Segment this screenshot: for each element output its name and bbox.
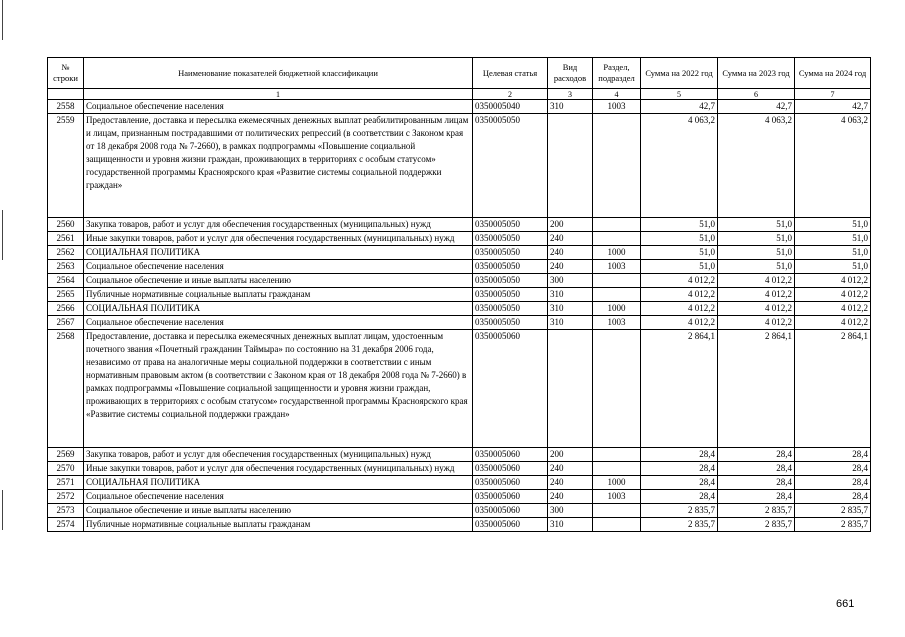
row-number-cell: 2558	[48, 100, 84, 114]
row-section-cell: 1003	[593, 260, 641, 274]
row-exp-type-cell: 200	[548, 448, 593, 462]
row-sum-2023-cell: 4 012,2	[718, 288, 795, 302]
row-sum-2024-cell: 51,0	[795, 232, 871, 246]
row-number-cell: 2565	[48, 288, 84, 302]
row-number-cell: 2569	[48, 448, 84, 462]
table-row	[48, 218, 871, 232]
row-sum-2023-cell: 2 864,1	[718, 330, 795, 448]
row-sum-2024-cell: 4 012,2	[795, 316, 871, 330]
table-row	[48, 288, 871, 302]
row-sum-2023-cell: 28,4	[718, 476, 795, 490]
row-number-cell: 2574	[48, 518, 84, 532]
page-number: 661	[836, 598, 855, 610]
header-sum-2023: Сумма на 2023 год	[718, 58, 795, 89]
column-number: 6	[718, 89, 795, 100]
row-sum-2022-cell: 4 063,2	[641, 114, 718, 218]
row-exp-type-cell: 240	[548, 232, 593, 246]
row-name-cell: Социальное обеспечение и иные выплаты населению	[84, 504, 473, 518]
row-name-cell: СОЦИАЛЬНАЯ ПОЛИТИКА	[84, 476, 473, 490]
row-sum-2024-cell: 28,4	[795, 490, 871, 504]
column-number: 5	[641, 89, 718, 100]
row-exp-type-cell: 310	[548, 518, 593, 532]
row-name-cell: Иные закупки товаров, работ и услуг для обеспечения государственных (муниципальных) нужд	[84, 462, 473, 476]
row-sum-2022-cell: 4 012,2	[641, 274, 718, 288]
row-sum-2023-cell: 2 835,7	[718, 504, 795, 518]
row-target-cell: 0350005050	[473, 232, 548, 246]
row-sum-2024-cell: 28,4	[795, 462, 871, 476]
row-sum-2022-cell: 28,4	[641, 490, 718, 504]
row-sum-2023-cell: 51,0	[718, 246, 795, 260]
row-section-cell	[593, 448, 641, 462]
row-number-cell: 2561	[48, 232, 84, 246]
row-number-cell: 2559	[48, 114, 84, 218]
row-exp-type-cell: 310	[548, 302, 593, 316]
row-sum-2023-cell: 4 012,2	[718, 302, 795, 316]
budget-table	[47, 57, 871, 532]
row-exp-type-cell: 310	[548, 316, 593, 330]
row-section-cell	[593, 114, 641, 218]
table-row	[48, 448, 871, 462]
row-sum-2022-cell: 4 012,2	[641, 302, 718, 316]
column-number: 2	[473, 89, 548, 100]
row-sum-2022-cell: 4 012,2	[641, 316, 718, 330]
header-target: Целевая статья	[473, 58, 548, 89]
row-target-cell: 0350005060	[473, 490, 548, 504]
row-section-cell: 1003	[593, 490, 641, 504]
row-number-cell: 2573	[48, 504, 84, 518]
row-sum-2022-cell: 28,4	[641, 448, 718, 462]
table-row	[48, 100, 871, 114]
row-section-cell	[593, 288, 641, 302]
row-sum-2024-cell: 4 063,2	[795, 114, 871, 218]
row-name-cell: СОЦИАЛЬНАЯ ПОЛИТИКА	[84, 302, 473, 316]
table-row	[48, 302, 871, 316]
header-section: Раздел, подраздел	[593, 58, 641, 89]
row-sum-2023-cell: 51,0	[718, 218, 795, 232]
row-target-cell: 0350005050	[473, 218, 548, 232]
row-sum-2024-cell: 42,7	[795, 100, 871, 114]
header-sum-2022: Сумма на 2022 год	[641, 58, 718, 89]
row-section-cell	[593, 232, 641, 246]
row-number-cell: 2568	[48, 330, 84, 448]
table-row	[48, 260, 871, 274]
row-number-cell: 2567	[48, 316, 84, 330]
row-sum-2023-cell: 4 012,2	[718, 274, 795, 288]
row-exp-type-cell: 300	[548, 504, 593, 518]
table-row	[48, 330, 871, 448]
row-exp-type-cell: 240	[548, 462, 593, 476]
row-sum-2024-cell: 2 864,1	[795, 330, 871, 448]
row-section-cell: 1003	[593, 100, 641, 114]
row-target-cell: 0350005060	[473, 518, 548, 532]
row-sum-2024-cell: 51,0	[795, 260, 871, 274]
table-row	[48, 490, 871, 504]
row-exp-type-cell: 240	[548, 476, 593, 490]
row-name-cell: Социальное обеспечение населения	[84, 490, 473, 504]
row-number-cell: 2564	[48, 274, 84, 288]
row-sum-2024-cell: 4 012,2	[795, 288, 871, 302]
row-target-cell: 0350005050	[473, 246, 548, 260]
row-name-cell: Социальное обеспечение населения	[84, 316, 473, 330]
row-name-cell: Закупка товаров, работ и услуг для обеспечения государственных (муниципальных) нужд	[84, 218, 473, 232]
row-sum-2024-cell: 2 835,7	[795, 518, 871, 532]
row-sum-2022-cell: 4 012,2	[641, 288, 718, 302]
row-target-cell: 0350005050	[473, 302, 548, 316]
row-exp-type-cell: 300	[548, 274, 593, 288]
row-section-cell	[593, 462, 641, 476]
row-sum-2024-cell: 28,4	[795, 476, 871, 490]
table-row	[48, 476, 871, 490]
row-name-cell: Закупка товаров, работ и услуг для обеспечения государственных (муниципальных) нужд	[84, 448, 473, 462]
row-sum-2022-cell: 51,0	[641, 260, 718, 274]
header-exp-type: Вид расходов	[548, 58, 593, 89]
row-sum-2022-cell: 28,4	[641, 476, 718, 490]
table-row	[48, 518, 871, 532]
column-number: 3	[548, 89, 593, 100]
row-section-cell: 1000	[593, 246, 641, 260]
row-section-cell	[593, 330, 641, 448]
row-name-cell: Социальное обеспечение и иные выплаты населению	[84, 274, 473, 288]
row-sum-2023-cell: 28,4	[718, 462, 795, 476]
column-number: 4	[593, 89, 641, 100]
table-row	[48, 246, 871, 260]
row-sum-2024-cell: 51,0	[795, 218, 871, 232]
row-sum-2023-cell: 28,4	[718, 448, 795, 462]
row-sum-2022-cell: 2 864,1	[641, 330, 718, 448]
row-number-cell: 2572	[48, 490, 84, 504]
row-section-cell	[593, 504, 641, 518]
row-number-cell: 2562	[48, 246, 84, 260]
row-section-cell	[593, 518, 641, 532]
row-target-cell: 0350005060	[473, 476, 548, 490]
row-target-cell: 0350005050	[473, 274, 548, 288]
row-name-cell: Публичные нормативные социальные выплаты гражданам	[84, 518, 473, 532]
scan-margin-mark-bottom	[2, 490, 3, 530]
row-sum-2023-cell: 4 012,2	[718, 316, 795, 330]
table-row	[48, 462, 871, 476]
row-name-cell: Предоставление, доставка и пересылка ежемесячных денежных выплат лицам, удостоенным почетного звания «Почетный гражданин Таймыра» по состоянию на 31 декабря 2006 года, независимо от права на аналогичные меры социальной поддержки в соответствии с иным нормативным правовым актом (в соответствии с Законом края от 18 декабря 2008 года № 7-2660) в рамках подпрограммы «Повышение социальной защищенности и уровня жизни граждан, проживающих в территориях с особым статусом» государственной программы Красноярского края «Развитие системы социальной поддержки граждан»	[84, 330, 473, 448]
row-number-cell: 2560	[48, 218, 84, 232]
row-sum-2022-cell: 2 835,7	[641, 504, 718, 518]
header-name: Наименование показателей бюджетной классификации	[84, 58, 473, 89]
column-number	[48, 89, 84, 100]
row-sum-2024-cell: 51,0	[795, 246, 871, 260]
scan-margin-mark-mid	[2, 210, 3, 260]
row-sum-2023-cell: 4 063,2	[718, 114, 795, 218]
row-exp-type-cell	[548, 114, 593, 218]
table-row	[48, 316, 871, 330]
row-number-cell: 2563	[48, 260, 84, 274]
row-target-cell: 0350005040	[473, 100, 548, 114]
row-section-cell: 1000	[593, 302, 641, 316]
row-name-cell: Иные закупки товаров, работ и услуг для обеспечения государственных (муниципальных) нужд	[84, 232, 473, 246]
column-number: 7	[795, 89, 871, 100]
row-target-cell: 0350005050	[473, 260, 548, 274]
row-sum-2023-cell: 2 835,7	[718, 518, 795, 532]
row-exp-type-cell: 240	[548, 246, 593, 260]
row-name-cell: Социальное обеспечение населения	[84, 100, 473, 114]
table-row	[48, 274, 871, 288]
row-target-cell: 0350005060	[473, 448, 548, 462]
row-target-cell: 0350005050	[473, 316, 548, 330]
row-sum-2024-cell: 4 012,2	[795, 302, 871, 316]
scan-margin-mark-top	[2, 0, 3, 40]
row-target-cell: 0350005050	[473, 114, 548, 218]
row-sum-2023-cell: 51,0	[718, 260, 795, 274]
row-name-cell: СОЦИАЛЬНАЯ ПОЛИТИКА	[84, 246, 473, 260]
row-target-cell: 0350005050	[473, 288, 548, 302]
row-number-cell: 2570	[48, 462, 84, 476]
row-name-cell: Предоставление, доставка и пересылка ежемесячных денежных выплат реабилитированным лицам и лицам, признанным пострадавшими от политических репрессий (в соответствии с Законом края от 18 декабря 2008 года № 7-2660), в рамках подпрограммы «Повышение социальной защищенности и уровня жизни граждан, проживающих в территориях с особым статусом» государственной программы Красноярского края «Развитие системы социальной поддержки граждан»	[84, 114, 473, 218]
row-exp-type-cell: 240	[548, 260, 593, 274]
table-row	[48, 504, 871, 518]
row-section-cell	[593, 274, 641, 288]
row-target-cell: 0350005060	[473, 330, 548, 448]
row-sum-2022-cell: 42,7	[641, 100, 718, 114]
row-sum-2022-cell: 51,0	[641, 218, 718, 232]
column-number-row	[48, 89, 871, 100]
header-row-no: № строки	[48, 58, 84, 89]
row-name-cell: Социальное обеспечение населения	[84, 260, 473, 274]
table-row	[48, 114, 871, 218]
row-section-cell	[593, 218, 641, 232]
row-sum-2023-cell: 42,7	[718, 100, 795, 114]
row-exp-type-cell	[548, 330, 593, 448]
row-number-cell: 2571	[48, 476, 84, 490]
row-sum-2022-cell: 2 835,7	[641, 518, 718, 532]
row-name-cell: Публичные нормативные социальные выплаты гражданам	[84, 288, 473, 302]
table-row	[48, 232, 871, 246]
row-number-cell: 2566	[48, 302, 84, 316]
row-sum-2023-cell: 51,0	[718, 232, 795, 246]
row-exp-type-cell: 310	[548, 288, 593, 302]
column-number: 1	[84, 89, 473, 100]
row-sum-2022-cell: 51,0	[641, 246, 718, 260]
header-sum-2024: Сумма на 2024 год	[795, 58, 871, 89]
row-section-cell: 1000	[593, 476, 641, 490]
row-sum-2024-cell: 4 012,2	[795, 274, 871, 288]
row-exp-type-cell: 310	[548, 100, 593, 114]
table-header-row	[48, 58, 871, 89]
row-sum-2022-cell: 28,4	[641, 462, 718, 476]
row-sum-2023-cell: 28,4	[718, 490, 795, 504]
row-target-cell: 0350005060	[473, 504, 548, 518]
row-sum-2024-cell: 2 835,7	[795, 504, 871, 518]
row-sum-2024-cell: 28,4	[795, 448, 871, 462]
row-exp-type-cell: 200	[548, 218, 593, 232]
row-target-cell: 0350005060	[473, 462, 548, 476]
row-exp-type-cell: 240	[548, 490, 593, 504]
row-sum-2022-cell: 51,0	[641, 232, 718, 246]
row-section-cell: 1003	[593, 316, 641, 330]
